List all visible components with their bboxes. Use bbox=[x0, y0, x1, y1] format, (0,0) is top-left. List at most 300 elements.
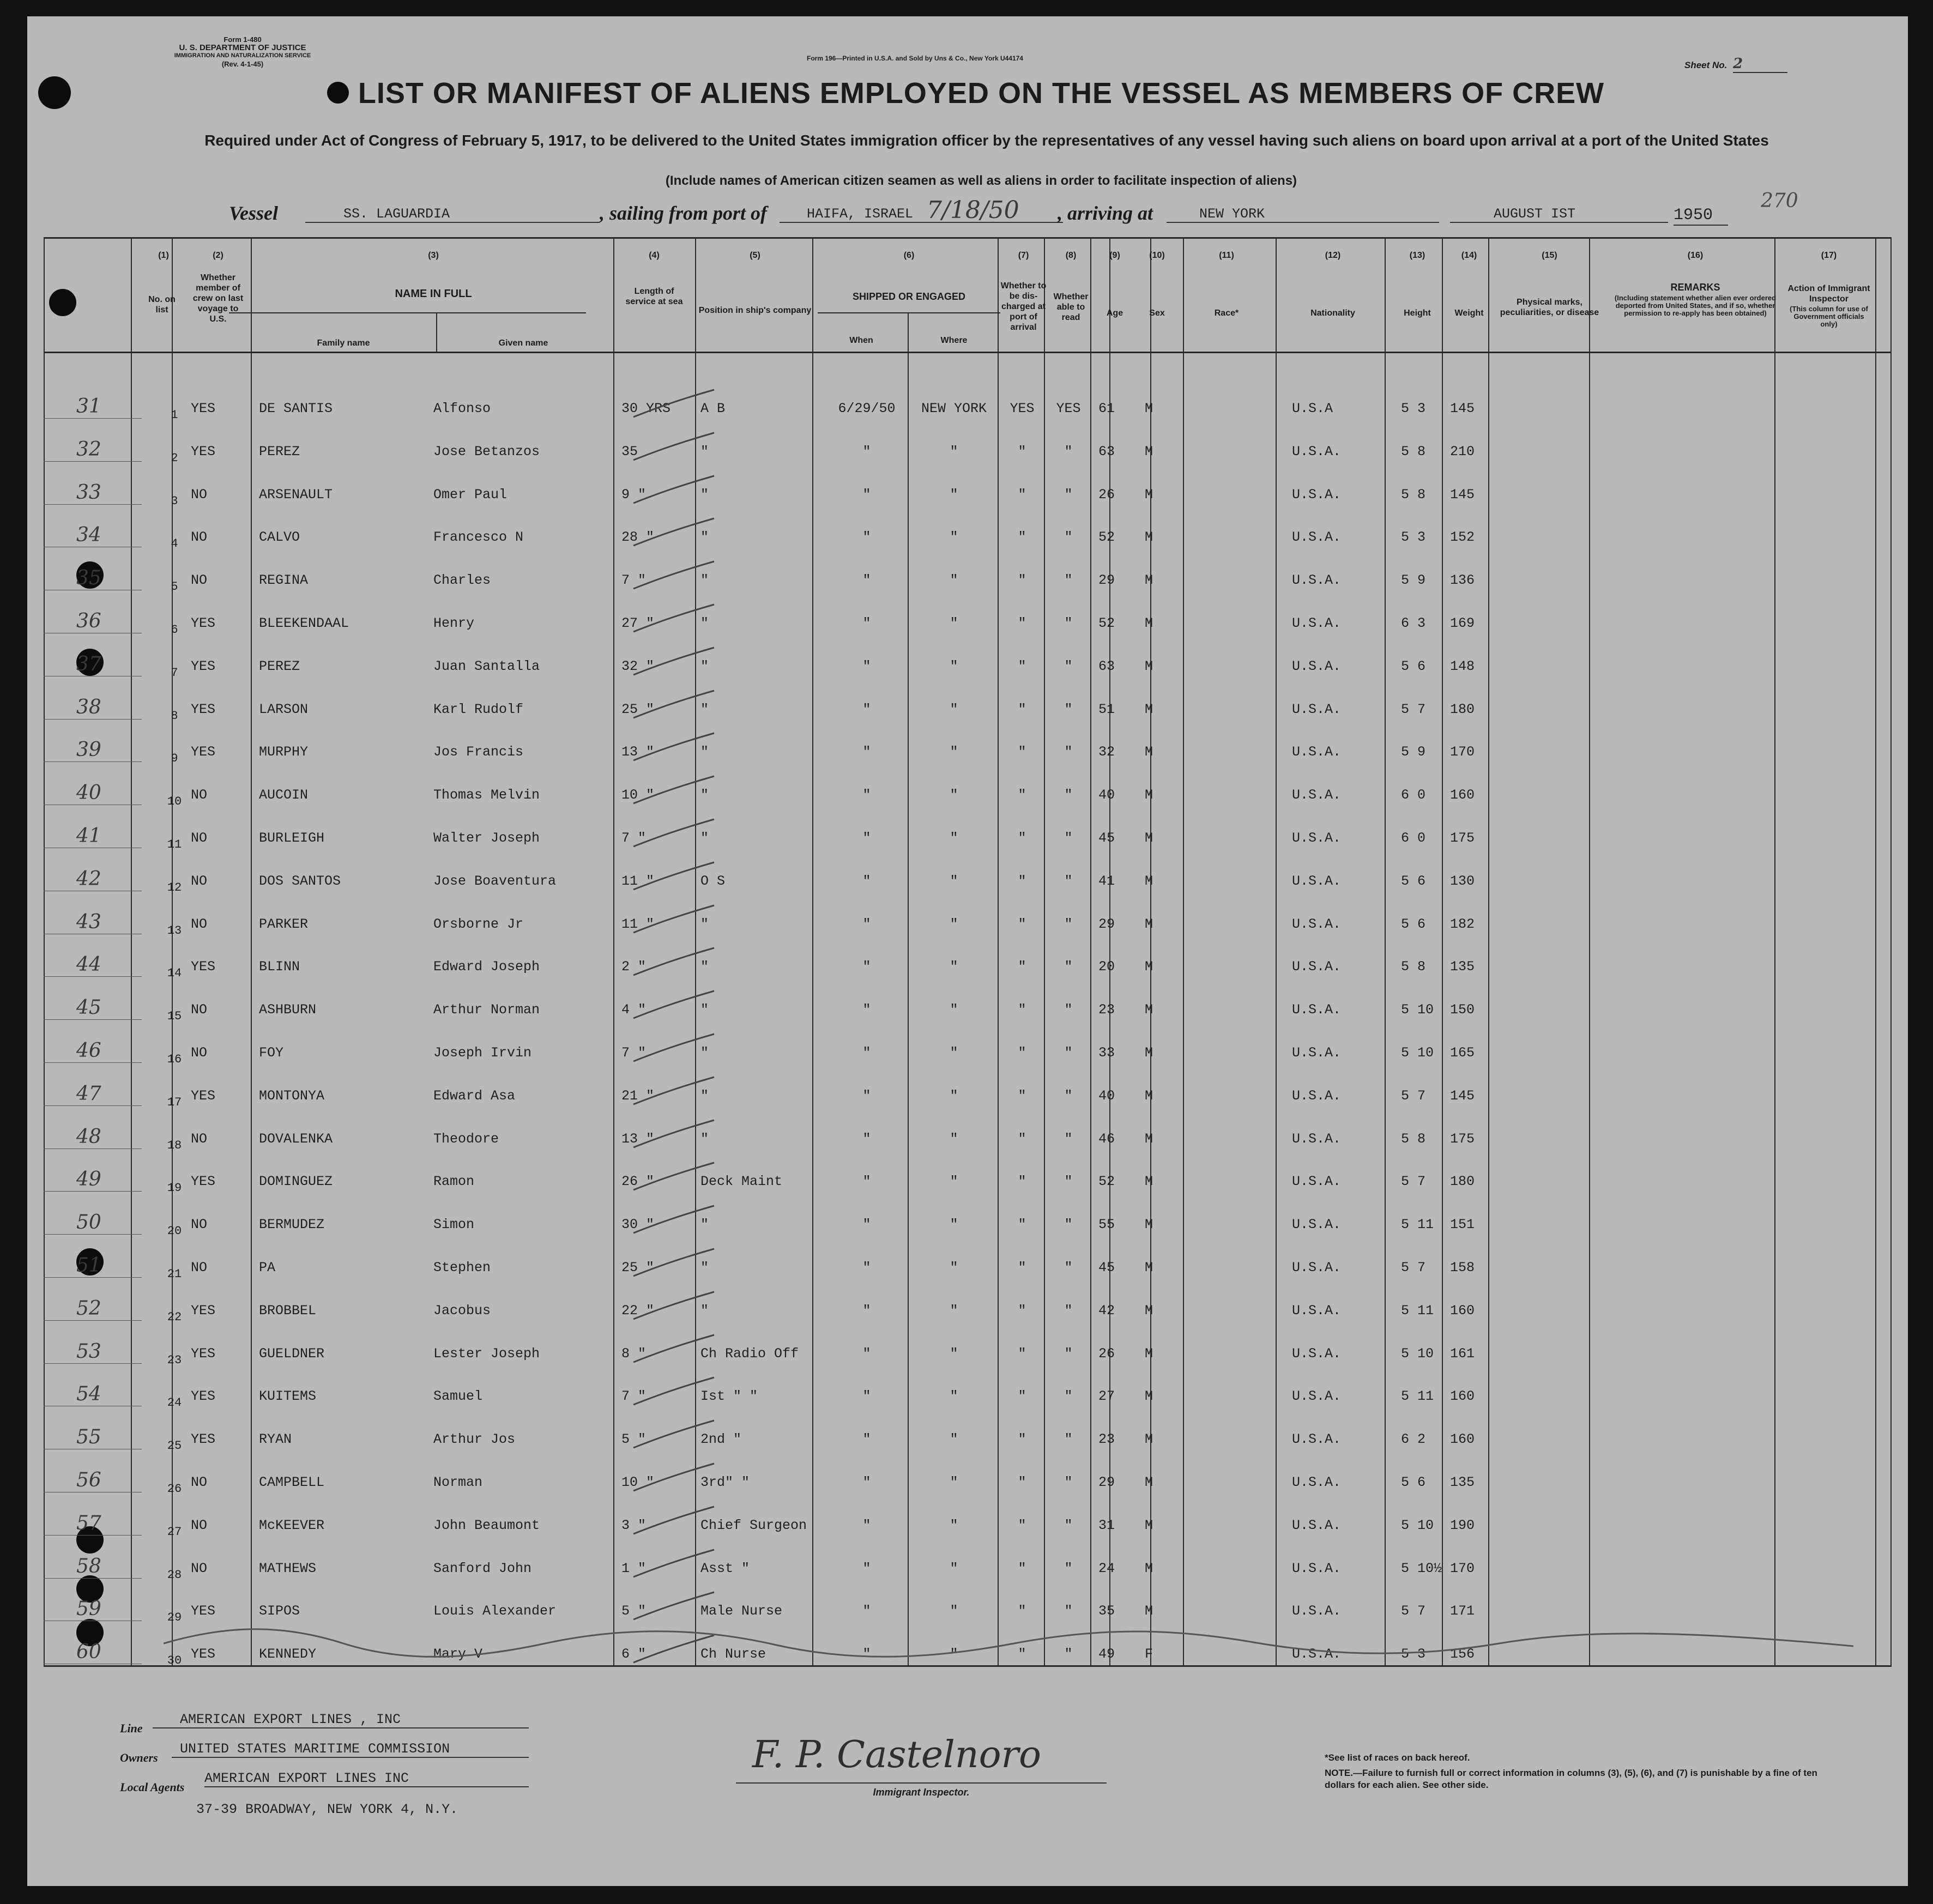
col-head-service: Length of service at sea bbox=[625, 287, 683, 306]
row-weight: 150 bbox=[1450, 1002, 1475, 1018]
row-discharged: " bbox=[1018, 701, 1026, 717]
row-margin-number: 41 bbox=[76, 825, 101, 847]
col-num-15: (15) bbox=[1542, 251, 1557, 260]
row-sex: M bbox=[1145, 615, 1153, 631]
row-age: 45 bbox=[1098, 1260, 1115, 1276]
row-weight: 160 bbox=[1450, 1431, 1475, 1448]
col-head-name: NAME IN FULL bbox=[395, 288, 472, 300]
row-sex: M bbox=[1145, 1045, 1153, 1061]
row-height: 5 3 bbox=[1401, 401, 1426, 416]
row-discharged: " bbox=[1018, 1045, 1026, 1061]
col-head-sex: Sex bbox=[1149, 309, 1165, 318]
row-able-to-read: " bbox=[1064, 873, 1073, 889]
row-discharged: " bbox=[1018, 572, 1026, 589]
row-height: 5 10 bbox=[1401, 1517, 1434, 1533]
row-margin-number: 39 bbox=[76, 739, 101, 761]
row-service-years: 5 " bbox=[621, 1603, 647, 1619]
row-sex: M bbox=[1145, 1517, 1153, 1533]
row-last-voyage: YES bbox=[191, 959, 216, 975]
row-nationality: U.S.A. bbox=[1292, 1174, 1342, 1190]
col-head-where: Where bbox=[940, 336, 968, 345]
row-family-name: GUELDNER bbox=[259, 1345, 325, 1362]
row-service-years: 27 " bbox=[621, 615, 655, 631]
row-given-name: Juan Santalla bbox=[433, 658, 540, 674]
row-weight: 175 bbox=[1450, 1131, 1475, 1147]
row-service-years: 21 " bbox=[621, 1087, 655, 1104]
row-given-name: Mary V bbox=[433, 1646, 483, 1663]
row-nationality: U.S.A. bbox=[1292, 873, 1342, 889]
row-able-to-read: " bbox=[1064, 1131, 1073, 1147]
row-given-name: Samuel bbox=[433, 1388, 483, 1405]
row-margin-number: 52 bbox=[76, 1297, 101, 1320]
row-family-name: PEREZ bbox=[259, 443, 300, 460]
row-last-voyage: NO bbox=[191, 1560, 208, 1576]
row-last-voyage: YES bbox=[191, 1174, 216, 1190]
row-nationality: U.S.A. bbox=[1292, 1345, 1342, 1362]
check-mark-stroke bbox=[632, 559, 720, 597]
arrival-date: AUGUST IST bbox=[1450, 206, 1668, 223]
row-weight: 145 bbox=[1450, 1087, 1475, 1104]
row-weight: 170 bbox=[1450, 744, 1475, 760]
row-service-years: 25 " bbox=[621, 1260, 655, 1276]
row-shipped-where: " bbox=[950, 1131, 958, 1147]
col-num-1: (1) bbox=[158, 251, 169, 260]
row-height: 5 7 bbox=[1401, 1603, 1426, 1619]
row-age: 55 bbox=[1098, 1217, 1115, 1233]
row-family-name: BURLEIGH bbox=[259, 830, 325, 846]
row-sex: M bbox=[1145, 1302, 1153, 1319]
row-position: 2nd " bbox=[700, 1431, 742, 1448]
row-able-to-read: " bbox=[1064, 1560, 1073, 1576]
row-shipped-when: " bbox=[862, 1087, 871, 1104]
row-service-years: 28 " bbox=[621, 529, 655, 546]
row-margin-number: 58 bbox=[76, 1555, 101, 1577]
row-list-number: 4 bbox=[171, 537, 178, 551]
row-sex: M bbox=[1145, 1431, 1153, 1448]
row-height: 6 0 bbox=[1401, 830, 1426, 846]
row-height: 5 8 bbox=[1401, 1131, 1426, 1147]
row-sex: M bbox=[1145, 1603, 1153, 1619]
row-service-years: 30 " bbox=[621, 1217, 655, 1233]
row-nationality: U.S.A. bbox=[1292, 1131, 1342, 1147]
row-margin-number: 32 bbox=[76, 438, 101, 461]
row-family-name: REGINA bbox=[259, 572, 309, 589]
row-able-to-read: " bbox=[1064, 1260, 1073, 1276]
row-able-to-read: " bbox=[1064, 1646, 1073, 1663]
row-age: 35 bbox=[1098, 1603, 1115, 1619]
row-margin-number: 49 bbox=[76, 1168, 101, 1191]
col-head-remarks: REMARKS bbox=[1670, 282, 1720, 293]
service-name: IMMIGRATION AND NATURALIZATION SERVICE bbox=[174, 52, 311, 59]
row-margin-number: 43 bbox=[76, 910, 101, 933]
row-discharged: " bbox=[1018, 1345, 1026, 1362]
row-position: " bbox=[700, 443, 709, 460]
punch-hole bbox=[327, 82, 349, 104]
row-given-name: Karl Rudolf bbox=[433, 701, 524, 717]
row-last-voyage: YES bbox=[191, 1345, 216, 1362]
row-shipped-when: " bbox=[862, 1345, 871, 1362]
row-sex: M bbox=[1145, 787, 1153, 803]
manifest-sheet bbox=[27, 16, 1908, 1886]
row-height: 5 9 bbox=[1401, 572, 1426, 589]
row-age: 29 bbox=[1098, 1474, 1115, 1490]
check-mark-stroke bbox=[632, 1332, 720, 1370]
row-list-number: 22 bbox=[167, 1310, 182, 1324]
row-shipped-when: " bbox=[862, 1431, 871, 1448]
row-list-number: 20 bbox=[167, 1224, 182, 1238]
row-margin-rule bbox=[44, 418, 142, 419]
row-sex: M bbox=[1145, 744, 1153, 760]
inspector-signature: F. P. Castelnoro bbox=[752, 1733, 1041, 1776]
row-nationality: U.S.A. bbox=[1292, 1217, 1342, 1233]
row-last-voyage: NO bbox=[191, 916, 208, 932]
check-mark-stroke bbox=[632, 387, 720, 425]
row-service-years: 10 " bbox=[621, 787, 655, 803]
row-given-name: Jose Boaventura bbox=[433, 873, 557, 889]
row-family-name: CAMPBELL bbox=[259, 1474, 325, 1490]
row-service-years: 26 " bbox=[621, 1174, 655, 1190]
row-height: 5 8 bbox=[1401, 959, 1426, 975]
row-height: 5 6 bbox=[1401, 1474, 1426, 1490]
check-mark-stroke bbox=[632, 516, 720, 554]
row-able-to-read: " bbox=[1064, 1045, 1073, 1061]
row-family-name: FOY bbox=[259, 1045, 284, 1061]
row-sex: M bbox=[1145, 529, 1153, 546]
col-head-age: Age bbox=[1106, 309, 1123, 318]
row-shipped-when: " bbox=[862, 1474, 871, 1490]
row-position: " bbox=[700, 1302, 709, 1319]
row-last-voyage: YES bbox=[191, 658, 216, 674]
row-position: " bbox=[700, 959, 709, 975]
row-given-name: Orsborne Jr bbox=[433, 916, 524, 932]
row-given-name: Francesco N bbox=[433, 529, 524, 546]
row-discharged: " bbox=[1018, 1217, 1026, 1233]
row-weight: 210 bbox=[1450, 443, 1475, 460]
col-head-read: Whether able to read bbox=[1053, 292, 1089, 322]
row-sex: M bbox=[1145, 701, 1153, 717]
row-position: " bbox=[700, 1217, 709, 1233]
row-position: Deck Maint bbox=[700, 1174, 783, 1190]
row-margin-number: 42 bbox=[76, 867, 101, 890]
row-able-to-read: " bbox=[1064, 1174, 1073, 1190]
row-shipped-when: " bbox=[862, 1302, 871, 1319]
row-margin-number: 46 bbox=[76, 1039, 101, 1062]
row-shipped-when: " bbox=[862, 1002, 871, 1018]
row-service-years: 11 " bbox=[621, 873, 655, 889]
row-age: 45 bbox=[1098, 830, 1115, 846]
row-weight: 171 bbox=[1450, 1603, 1475, 1619]
row-margin-number: 60 bbox=[76, 1641, 101, 1664]
row-height: 5 6 bbox=[1401, 873, 1426, 889]
row-last-voyage: NO bbox=[191, 873, 208, 889]
row-shipped-when: " bbox=[862, 1388, 871, 1405]
row-last-voyage: NO bbox=[191, 486, 208, 503]
row-weight: 160 bbox=[1450, 787, 1475, 803]
row-list-number: 11 bbox=[167, 838, 182, 851]
owners-label: Owners bbox=[120, 1751, 158, 1764]
row-last-voyage: NO bbox=[191, 830, 208, 846]
row-nationality: U.S.A. bbox=[1292, 1560, 1342, 1576]
row-family-name: KUITEMS bbox=[259, 1388, 317, 1405]
row-given-name: Charles bbox=[433, 572, 491, 589]
row-given-name: Sanford John bbox=[433, 1560, 532, 1576]
row-discharged: " bbox=[1018, 1431, 1026, 1448]
row-shipped-when: " bbox=[862, 1517, 871, 1533]
row-height: 5 6 bbox=[1401, 916, 1426, 932]
row-discharged: " bbox=[1018, 1174, 1026, 1190]
row-age: 42 bbox=[1098, 1302, 1115, 1319]
row-family-name: BROBBEL bbox=[259, 1302, 317, 1319]
row-list-number: 26 bbox=[167, 1482, 182, 1496]
row-able-to-read: " bbox=[1064, 1474, 1073, 1490]
row-position: Male Nurse bbox=[700, 1603, 783, 1619]
sheet-number: 2 bbox=[1733, 56, 1787, 73]
row-shipped-when: " bbox=[862, 486, 871, 503]
row-last-voyage: NO bbox=[191, 572, 208, 589]
row-margin-number: 40 bbox=[76, 782, 101, 805]
col-head-inspector-action: Action of Immigrant Inspector bbox=[1787, 284, 1870, 304]
owners: UNITED STATES MARITIME COMMISSION bbox=[172, 1741, 529, 1758]
row-margin-number: 44 bbox=[76, 953, 101, 976]
arriving-port: NEW YORK bbox=[1167, 206, 1439, 223]
row-discharged: " bbox=[1018, 1517, 1026, 1533]
row-able-to-read: " bbox=[1064, 529, 1073, 546]
row-discharged: " bbox=[1018, 1474, 1026, 1490]
row-family-name: PEREZ bbox=[259, 658, 300, 674]
row-able-to-read: " bbox=[1064, 701, 1073, 717]
row-family-name: BLEEKENDAAL bbox=[259, 615, 349, 631]
row-margin-number: 31 bbox=[76, 395, 101, 418]
penalty-note: NOTE.—Failure to furnish full or correct information in columns (3), (5), (6), and (7) is punishable by a fine of ten dollars for each alien. See other side. bbox=[1325, 1768, 1817, 1790]
row-height: 5 7 bbox=[1401, 701, 1426, 717]
sheet-number-field bbox=[1684, 56, 1787, 73]
row-age: 52 bbox=[1098, 1174, 1115, 1190]
row-discharged: " bbox=[1018, 486, 1026, 503]
check-mark-stroke bbox=[632, 1031, 720, 1069]
check-mark-stroke bbox=[632, 430, 720, 468]
row-margin-number: 33 bbox=[76, 481, 101, 504]
check-mark-stroke bbox=[632, 903, 720, 941]
check-mark-stroke bbox=[632, 645, 720, 683]
row-shipped-where: " bbox=[950, 1646, 958, 1663]
check-mark-stroke bbox=[632, 1246, 720, 1284]
col-num-2: (2) bbox=[213, 251, 223, 260]
row-age: 33 bbox=[1098, 1045, 1115, 1061]
col-head-race: Race* bbox=[1214, 309, 1239, 318]
row-margin-rule bbox=[44, 976, 142, 977]
check-mark-stroke bbox=[632, 1461, 720, 1499]
row-sex: M bbox=[1145, 1002, 1153, 1018]
row-discharged: " bbox=[1018, 615, 1026, 631]
line-company: AMERICAN EXPORT LINES , INC bbox=[153, 1712, 529, 1728]
row-height: 5 3 bbox=[1401, 1646, 1426, 1663]
row-list-number: 13 bbox=[167, 923, 182, 938]
row-discharged: " bbox=[1018, 1002, 1026, 1018]
row-family-name: MONTONYA bbox=[259, 1087, 325, 1104]
row-shipped-when: " bbox=[862, 1045, 871, 1061]
row-family-name: ARSENAULT bbox=[259, 486, 333, 503]
row-age: 40 bbox=[1098, 1087, 1115, 1104]
row-given-name: Theodore bbox=[433, 1131, 499, 1147]
row-height: 5 10 bbox=[1401, 1045, 1434, 1061]
row-last-voyage: NO bbox=[191, 1131, 208, 1147]
row-shipped-where: " bbox=[950, 1517, 958, 1533]
check-mark-stroke bbox=[632, 1203, 720, 1241]
row-given-name: Edward Joseph bbox=[433, 959, 540, 975]
row-able-to-read: " bbox=[1064, 1517, 1073, 1533]
row-weight: 170 bbox=[1450, 1560, 1475, 1576]
department: U. S. DEPARTMENT OF JUSTICE bbox=[179, 43, 306, 52]
row-height: 5 8 bbox=[1401, 443, 1426, 460]
row-given-name: Jos Francis bbox=[433, 744, 524, 760]
row-service-years: 25 " bbox=[621, 701, 655, 717]
inspector-label: Immigrant Inspector. bbox=[736, 1782, 1107, 1798]
check-mark-stroke bbox=[632, 860, 720, 898]
row-discharged: " bbox=[1018, 1302, 1026, 1319]
row-sex: M bbox=[1145, 658, 1153, 674]
row-nationality: U.S.A. bbox=[1292, 916, 1342, 932]
row-list-number: 7 bbox=[171, 666, 178, 680]
row-list-number: 29 bbox=[167, 1611, 182, 1625]
row-last-voyage: YES bbox=[191, 1388, 216, 1405]
row-age: 20 bbox=[1098, 959, 1115, 975]
row-shipped-where: " bbox=[950, 658, 958, 674]
row-age: 24 bbox=[1098, 1560, 1115, 1576]
col-num-16: (16) bbox=[1687, 251, 1704, 260]
row-shipped-when: " bbox=[862, 572, 871, 589]
row-service-years: 4 " bbox=[621, 1002, 647, 1018]
check-mark-stroke bbox=[632, 817, 720, 855]
row-given-name: Thomas Melvin bbox=[433, 787, 540, 803]
check-mark-stroke bbox=[632, 1547, 720, 1585]
col-num-14: (14) bbox=[1461, 251, 1477, 260]
col-head-list-no: No. on list bbox=[148, 295, 176, 315]
row-sex: M bbox=[1145, 401, 1153, 416]
row-margin-rule bbox=[44, 1105, 142, 1106]
check-mark-stroke bbox=[632, 473, 720, 511]
row-service-years: 10 " bbox=[621, 1474, 655, 1490]
races-note: *See list of races on back hereof. bbox=[1325, 1752, 1470, 1763]
row-shipped-where: " bbox=[950, 744, 958, 760]
row-margin-number: 34 bbox=[76, 524, 101, 547]
row-margin-number: 57 bbox=[76, 1512, 101, 1534]
row-able-to-read: " bbox=[1064, 615, 1073, 631]
row-shipped-where: " bbox=[950, 1302, 958, 1319]
row-shipped-where: " bbox=[950, 1388, 958, 1405]
row-last-voyage: YES bbox=[191, 1603, 216, 1619]
sailing-label: , sailing from port of bbox=[600, 202, 768, 224]
row-list-number: 3 bbox=[171, 494, 178, 508]
row-position: " bbox=[700, 615, 709, 631]
row-shipped-where: " bbox=[950, 787, 958, 803]
row-service-years: 7 " bbox=[621, 572, 647, 589]
col-head-given-name: Given name bbox=[498, 339, 548, 348]
row-service-years: 30 YRS bbox=[621, 401, 671, 416]
col-head-remarks-note: (Including statement whether alien ever ordered deported from United States, and if so, whether permission to re-apply has been obtained) bbox=[1614, 294, 1777, 317]
row-nationality: U.S.A. bbox=[1292, 572, 1342, 589]
row-last-voyage: NO bbox=[191, 1517, 208, 1533]
row-nationality: U.S.A. bbox=[1292, 1002, 1342, 1018]
row-list-number: 8 bbox=[171, 709, 178, 723]
row-margin-rule bbox=[44, 761, 142, 762]
row-height: 5 8 bbox=[1401, 486, 1426, 503]
col-num-13: (13) bbox=[1409, 251, 1425, 260]
row-list-number: 25 bbox=[167, 1439, 182, 1453]
row-last-voyage: YES bbox=[191, 1302, 216, 1319]
row-service-years: 11 " bbox=[621, 916, 655, 932]
col-head-weight: Weight bbox=[1454, 309, 1484, 318]
row-position: Ch Radio Off bbox=[700, 1345, 799, 1362]
row-height: 5 11 bbox=[1401, 1217, 1434, 1233]
row-service-years: 32 " bbox=[621, 658, 655, 674]
row-nationality: U.S.A. bbox=[1292, 443, 1342, 460]
row-shipped-when: " bbox=[862, 1260, 871, 1276]
row-margin-rule bbox=[44, 719, 142, 720]
row-height: 5 7 bbox=[1401, 1087, 1426, 1104]
row-able-to-read: " bbox=[1064, 572, 1073, 589]
row-discharged: " bbox=[1018, 658, 1026, 674]
row-list-number: 10 bbox=[167, 795, 182, 809]
form-id-block bbox=[128, 35, 357, 68]
row-last-voyage: YES bbox=[191, 1087, 216, 1104]
check-mark-stroke bbox=[632, 773, 720, 812]
row-sex: M bbox=[1145, 916, 1153, 932]
row-position: " bbox=[700, 1002, 709, 1018]
row-shipped-where: " bbox=[950, 529, 958, 546]
row-margin-number: 53 bbox=[76, 1340, 101, 1363]
row-age: 49 bbox=[1098, 1646, 1115, 1663]
row-shipped-where: " bbox=[950, 1345, 958, 1362]
row-last-voyage: NO bbox=[191, 529, 208, 546]
row-able-to-read: YES bbox=[1056, 401, 1081, 416]
row-service-years: 2 " bbox=[621, 959, 647, 975]
row-height: 6 0 bbox=[1401, 787, 1426, 803]
row-position: Chief Surgeon bbox=[700, 1517, 807, 1533]
row-given-name: Lester Joseph bbox=[433, 1345, 540, 1362]
row-margin-number: 48 bbox=[76, 1125, 101, 1148]
row-shipped-when: " bbox=[862, 830, 871, 846]
row-weight: 148 bbox=[1450, 658, 1475, 674]
row-family-name: KENNEDY bbox=[259, 1646, 317, 1663]
agents-address: 37-39 BROADWAY, NEW YORK 4, N.Y. bbox=[196, 1802, 458, 1817]
row-discharged: " bbox=[1018, 1646, 1026, 1663]
row-weight: 145 bbox=[1450, 486, 1475, 503]
row-position: " bbox=[700, 787, 709, 803]
row-weight: 156 bbox=[1450, 1646, 1475, 1663]
row-given-name: Omer Paul bbox=[433, 486, 508, 503]
row-weight: 136 bbox=[1450, 572, 1475, 589]
row-family-name: DOMINGUEZ bbox=[259, 1174, 333, 1190]
row-margin-number: 38 bbox=[76, 696, 101, 718]
row-margin-number: 54 bbox=[76, 1383, 101, 1406]
row-height: 6 2 bbox=[1401, 1431, 1426, 1448]
row-shipped-when: " bbox=[862, 615, 871, 631]
row-weight: 161 bbox=[1450, 1345, 1475, 1362]
row-service-years: 35 bbox=[621, 443, 638, 460]
row-shipped-when: " bbox=[862, 959, 871, 975]
row-able-to-read: " bbox=[1064, 1217, 1073, 1233]
row-discharged: " bbox=[1018, 873, 1026, 889]
row-margin-rule bbox=[44, 1320, 142, 1321]
row-service-years: 5 " bbox=[621, 1431, 647, 1448]
row-weight: 130 bbox=[1450, 873, 1475, 889]
row-position: Ch Nurse bbox=[700, 1646, 766, 1663]
row-given-name: Alfonso bbox=[433, 401, 491, 416]
subtitle: Required under Act of Congress of February 5, 1917, to be delivered to the United States immigration officer by the representatives of any vessel having such aliens on board upon arrival at a port of the United States bbox=[204, 132, 1769, 149]
col-head-family-name: Family name bbox=[317, 339, 370, 348]
row-service-years: 3 " bbox=[621, 1517, 647, 1533]
row-shipped-when: " bbox=[862, 873, 871, 889]
